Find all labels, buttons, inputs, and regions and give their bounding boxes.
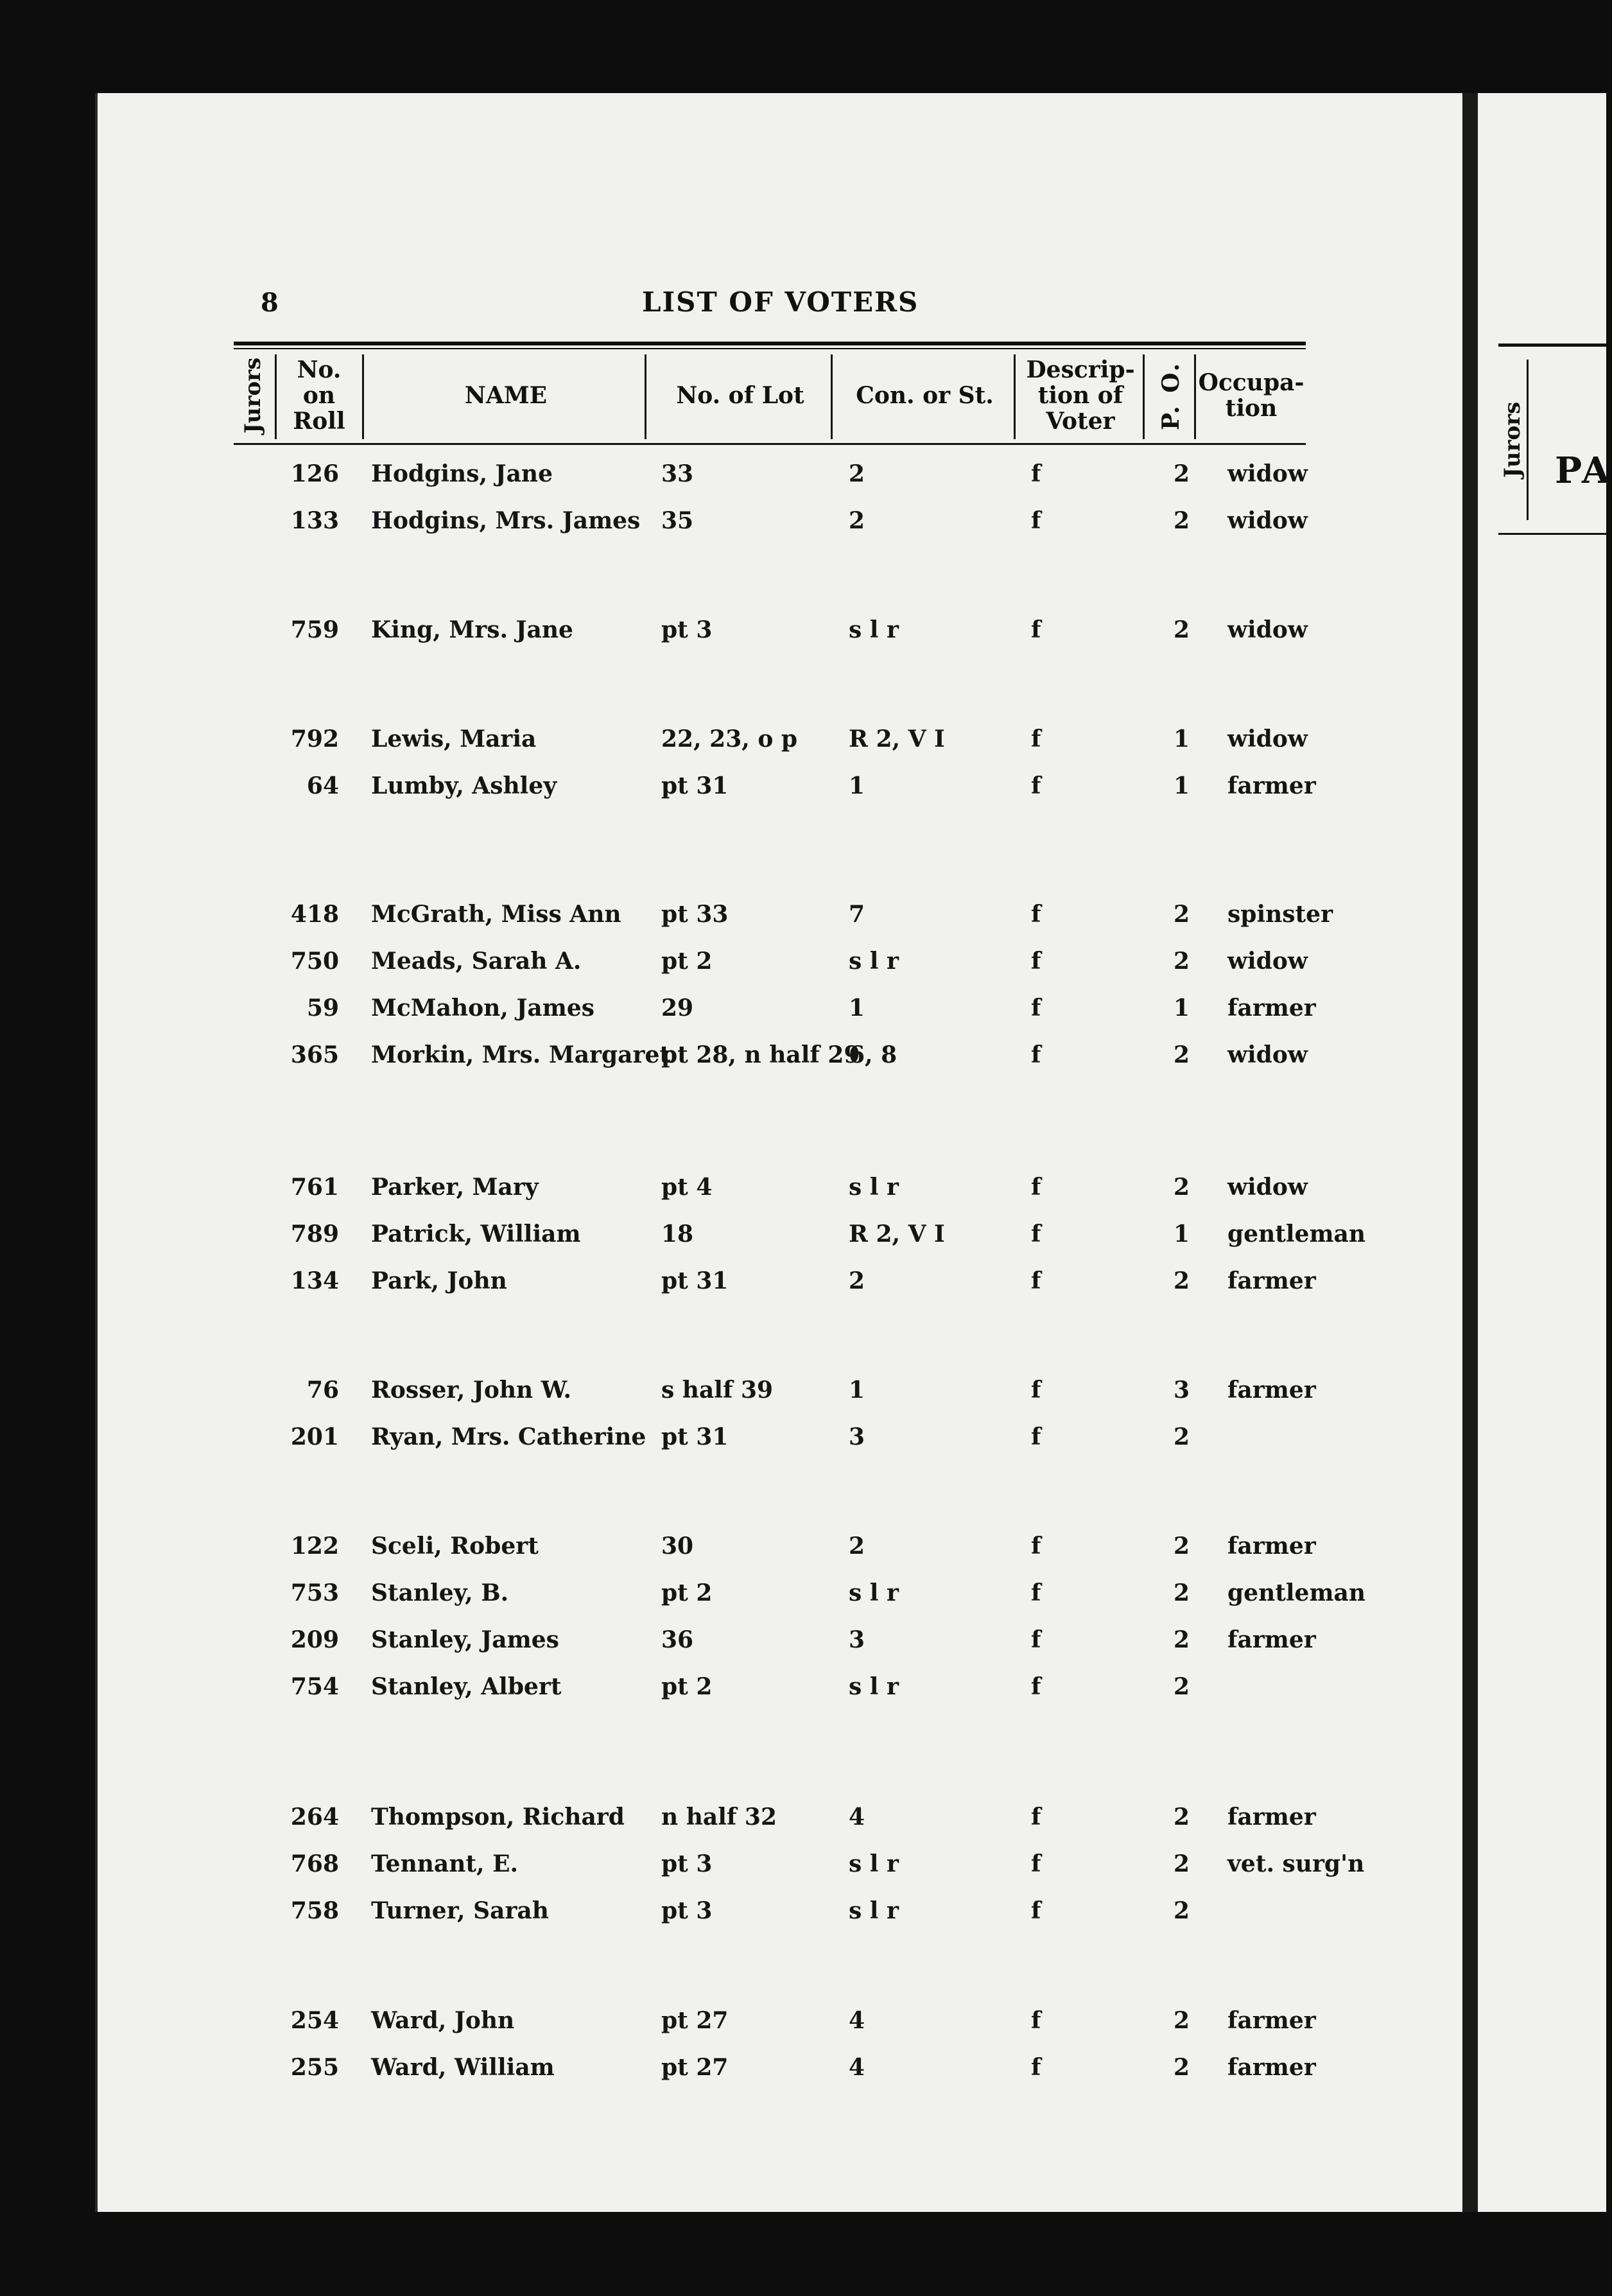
roll-number: 758 [290,1897,339,1924]
post-office: 1 [1174,1221,1190,1248]
roll-number: 201 [290,1423,339,1450]
lot-number: pt 2 [661,1579,713,1606]
lot-number: 18 [661,1221,694,1248]
post-office: 2 [1174,460,1190,487]
occupation: spinster [1227,901,1333,928]
post-office: 2 [1174,1673,1190,1700]
voter-name: Sceli, Robert [371,1533,539,1560]
voter-name: Ryan, Mrs. Catherine [371,1423,646,1450]
voter-name: Lewis, Maria [371,726,537,752]
roll-number: 122 [290,1533,339,1560]
lot-number: pt 4 [661,1174,713,1201]
voter-name: Park, John [371,1267,507,1294]
lot-number: pt 28, n half 29 [661,1041,860,1068]
voter-name: Ward, William [371,2054,555,2081]
column-divider [645,354,646,439]
concession: s l r [849,1850,899,1877]
concession: 1 [849,1377,865,1404]
lot-number: pt 31 [661,1267,729,1294]
post-office: 2 [1174,1267,1190,1294]
voter-name: McGrath, Miss Ann [371,901,621,928]
roll-number: 255 [290,2054,339,2081]
voter-name: Meads, Sarah A. [371,948,582,975]
lot-header: No. of Lot [676,382,804,409]
roll-number: 768 [290,1850,339,1877]
po-header [1145,354,1197,437]
roll-number: 59 [306,995,339,1022]
voter-description: f [1031,1673,1041,1700]
occupation: farmer [1227,1377,1316,1404]
voter-description: f [1031,507,1041,534]
facing-page-fragment: PA [1555,449,1612,492]
occupation: widow [1227,1174,1308,1201]
concession: 3 [849,1626,865,1653]
post-office: 2 [1174,901,1190,928]
occupation: widow [1227,1041,1308,1068]
column-divider [1143,354,1145,439]
concession: s l r [849,1579,899,1606]
concession: 3 [849,1423,865,1450]
voter-description: f [1031,1533,1041,1560]
roll-header-line: Roll [293,408,345,435]
voter-name: Morkin, Mrs. Margaret [371,1041,670,1068]
concession-header: Con. or St. [856,382,994,409]
page-title: LIST OF VOTERS [642,286,919,318]
concession: 2 [849,507,865,534]
voter-name: Rosser, John W. [371,1377,572,1404]
column-divider [831,354,833,439]
occupation: farmer [1227,772,1316,799]
lot-number: pt 31 [661,772,729,799]
facing-page [1478,93,1612,2212]
occupation-header-line: Occupa- [1198,369,1304,396]
concession: s l r [849,616,899,643]
occupation: widow [1227,507,1308,534]
concession: 6, 8 [849,1041,897,1068]
post-office: 2 [1174,1804,1190,1831]
occupation: farmer [1227,2054,1316,2081]
concession: 2 [849,1267,865,1294]
facing-jurors-column [1498,360,1529,520]
voter-name: Hodgins, Mrs. James [371,507,641,534]
roll-number: 792 [290,726,339,752]
column-divider [1194,354,1196,439]
voter-name: Patrick, William [371,1221,581,1248]
page-number: 8 [261,288,279,318]
roll-number: 789 [290,1221,339,1248]
concession: 2 [849,1533,865,1560]
table-header [234,342,1306,445]
lot-number: 35 [661,507,694,534]
header-double-rule [234,348,1306,349]
voter-description: f [1031,1897,1041,1924]
occupation: farmer [1227,1804,1316,1831]
roll-number: 64 [306,772,339,799]
lot-number: 29 [661,995,694,1022]
voter-name: Turner, Sarah [371,1897,549,1924]
facing-jurors-label: Jurors [1500,401,1525,478]
voter-description: f [1031,1041,1041,1068]
voter-name: Stanley, Albert [371,1673,562,1700]
jurors-header-label: Jurors [240,357,266,434]
voter-description: f [1031,948,1041,975]
voter-description: f [1031,1579,1041,1606]
voter-description: f [1031,2054,1041,2081]
roll-number: 264 [290,1804,339,1831]
post-office: 2 [1174,2054,1190,2081]
voter-description: f [1031,2007,1041,2034]
post-office: 2 [1174,1626,1190,1653]
voter-description: f [1031,995,1041,1022]
roll-number-header [277,354,361,437]
post-office: 2 [1174,1423,1190,1450]
roll-number: 209 [290,1626,339,1653]
description-header-line: Voter [1046,408,1115,435]
roll-number: 754 [290,1673,339,1700]
lot-number: pt 2 [661,1673,713,1700]
post-office: 2 [1174,1174,1190,1201]
concession: 4 [849,2054,865,2081]
voter-name: Stanley, James [371,1626,559,1653]
concession: 1 [849,995,865,1022]
post-office: 2 [1174,616,1190,643]
concession: 2 [849,460,865,487]
roll-number: 365 [290,1041,339,1068]
occupation: gentleman [1227,1221,1366,1248]
concession: R 2, V I [849,1221,945,1248]
lot-number: 33 [661,460,694,487]
concession: R 2, V I [849,726,945,752]
voter-description: f [1031,1267,1041,1294]
concession: 4 [849,2007,865,2034]
roll-number: 76 [306,1377,339,1404]
lot-number: pt 3 [661,1850,713,1877]
voter-name: Stanley, B. [371,1579,509,1606]
post-office: 1 [1174,726,1190,752]
voter-description: f [1031,1174,1041,1201]
voter-name: Thompson, Richard [371,1804,625,1831]
concession: s l r [849,1897,899,1924]
post-office: 1 [1174,995,1190,1022]
voter-description: f [1031,1804,1041,1831]
lot-number: s half 39 [661,1377,774,1404]
concession: 1 [849,772,865,799]
voter-name: Ward, John [371,2007,515,2034]
occupation: farmer [1227,1626,1316,1653]
column-divider [362,354,364,439]
occupation: widow [1227,726,1308,752]
voter-name: Tennant, E. [371,1850,519,1877]
post-office: 2 [1174,1533,1190,1560]
roll-number: 126 [290,460,339,487]
roll-number: 134 [290,1267,339,1294]
post-office: 2 [1174,1850,1190,1877]
po-header-label: P. O. [1157,361,1184,430]
lot-number: 36 [661,1626,694,1653]
occupation: widow [1227,948,1308,975]
voter-name: McMahon, James [371,995,594,1022]
voter-description: f [1031,1423,1041,1450]
lot-number: pt 31 [661,1423,729,1450]
concession: 4 [849,1804,865,1831]
occupation: vet. surg'n [1227,1850,1365,1877]
lot-number: pt 27 [661,2007,729,2034]
concession: s l r [849,1673,899,1700]
concession: s l r [849,948,899,975]
name-header: NAME [464,382,548,409]
lot-number: pt 27 [661,2054,729,2081]
roll-number: 759 [290,616,339,643]
roll-header-line: No. [297,356,342,383]
occupation: farmer [1227,1267,1316,1294]
post-office: 2 [1174,1897,1190,1924]
lot-number: n half 32 [661,1804,777,1831]
lot-number: pt 3 [661,616,713,643]
column-divider [1014,354,1016,439]
roll-number: 761 [290,1174,339,1201]
voter-name: Parker, Mary [371,1174,539,1201]
lot-number: 30 [661,1533,694,1560]
jurors-header [234,354,272,437]
roll-number: 418 [290,901,339,928]
occupation: farmer [1227,995,1316,1022]
page-gutter [1462,93,1478,2212]
occupation: widow [1227,460,1308,487]
lot-number: pt 3 [661,1897,713,1924]
occupation: farmer [1227,1533,1316,1560]
voter-description: f [1031,1626,1041,1653]
description-header-line: tion of [1037,382,1123,409]
concession: s l r [849,1174,899,1201]
voter-description: f [1031,772,1041,799]
roll-number: 753 [290,1579,339,1606]
post-office: 2 [1174,948,1190,975]
voter-description: f [1031,616,1041,643]
voter-description: f [1031,726,1041,752]
lot-number: 22, 23, o p [661,726,798,752]
occupation-header [1197,354,1306,437]
roll-number: 254 [290,2007,339,2034]
voter-description: f [1031,1221,1041,1248]
occupation-header-line: tion [1225,395,1278,422]
voter-name: King, Mrs. Jane [371,616,573,643]
occupation: farmer [1227,2007,1316,2034]
voter-description: f [1031,1850,1041,1877]
voter-description: f [1031,901,1041,928]
post-office: 1 [1174,772,1190,799]
voter-description: f [1031,1377,1041,1404]
roll-header-line: on [302,382,336,409]
post-office: 2 [1174,1041,1190,1068]
post-office: 2 [1174,1579,1190,1606]
lot-number: pt 33 [661,901,729,928]
column-divider [275,354,277,439]
concession: 7 [849,901,865,928]
occupation: gentleman [1227,1579,1366,1606]
post-office: 3 [1174,1377,1190,1404]
post-office: 2 [1174,2007,1190,2034]
roll-number: 133 [290,507,339,534]
post-office: 2 [1174,507,1190,534]
voter-name: Lumby, Ashley [371,772,557,799]
description-header [1016,354,1145,437]
occupation: widow [1227,616,1308,643]
description-header-line: Descrip- [1026,356,1135,383]
voter-name: Hodgins, Jane [371,460,553,487]
voter-description: f [1031,460,1041,487]
lot-number: pt 2 [661,948,713,975]
facing-page-header [1498,344,1606,535]
roll-number: 750 [290,948,339,975]
